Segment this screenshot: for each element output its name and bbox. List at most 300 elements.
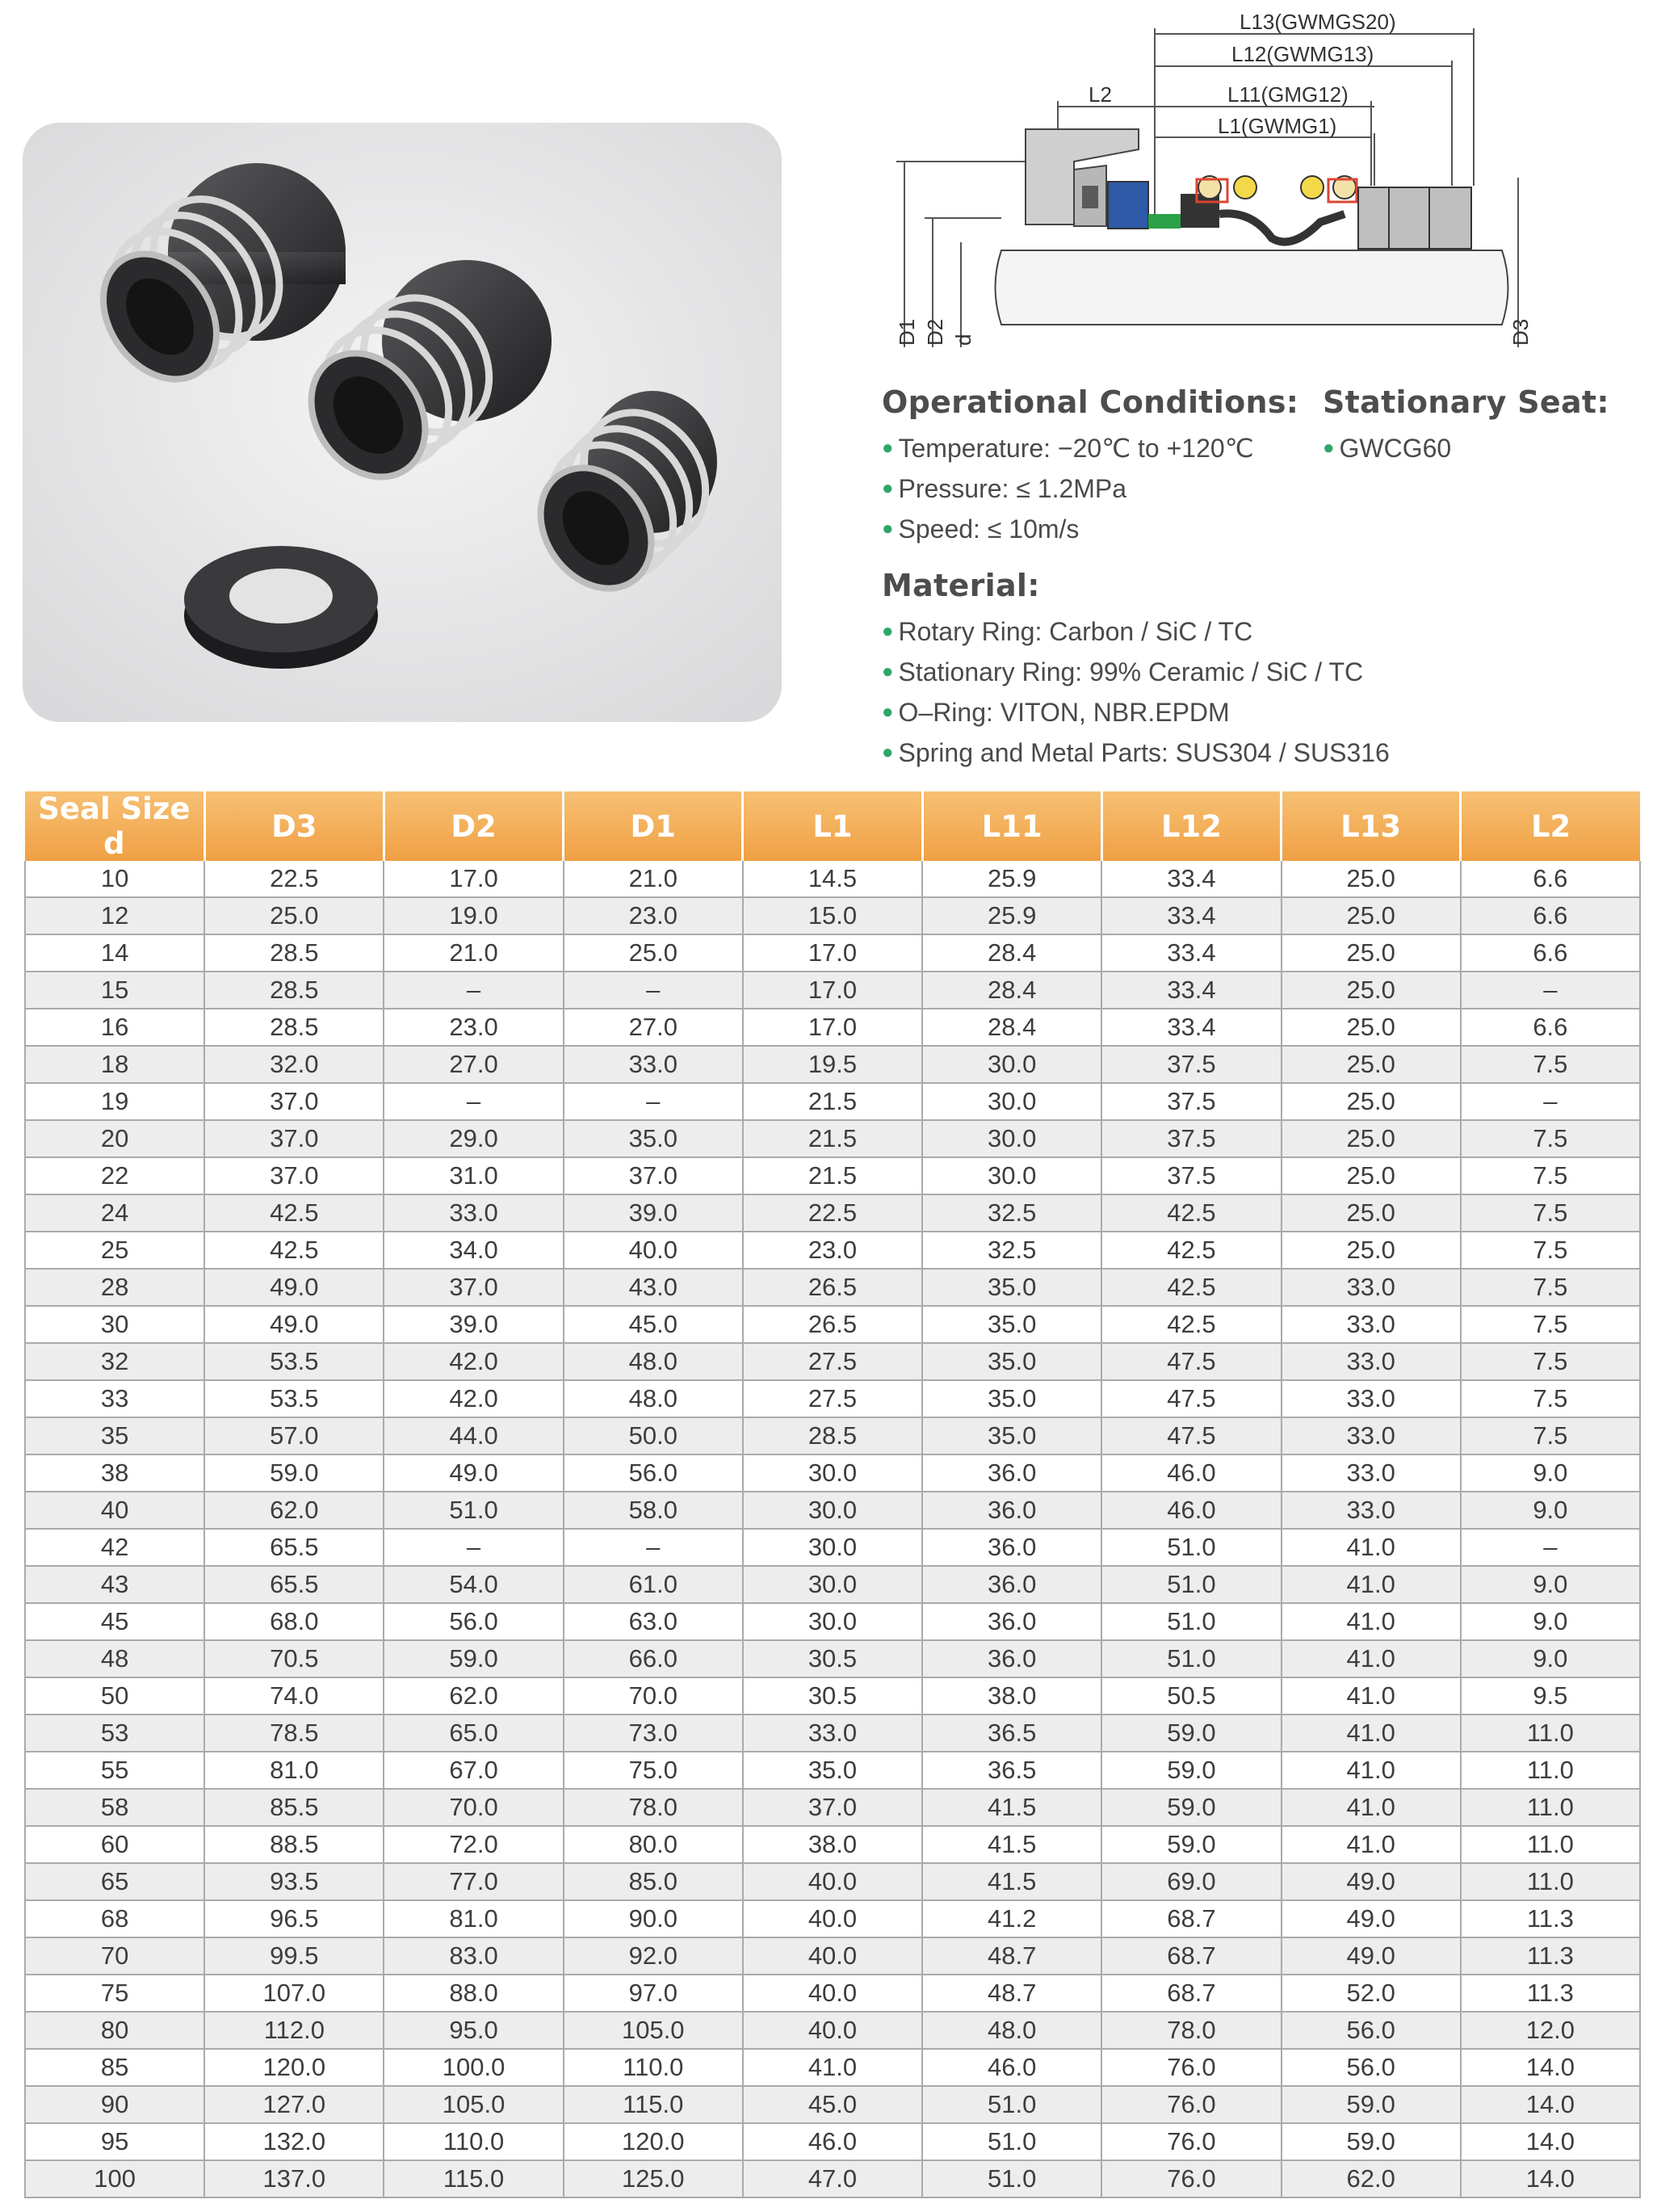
table-cell: 62.0	[1282, 2160, 1461, 2197]
table-cell: 36.5	[922, 1752, 1101, 1789]
table-cell: 53.5	[204, 1343, 384, 1380]
table-cell: 24	[25, 1194, 204, 1232]
stationary-seat	[1323, 384, 1609, 468]
table-row	[25, 861, 1640, 897]
table-cell: 51.0	[1101, 1529, 1281, 1566]
table-cell: 53	[25, 1715, 204, 1752]
table-row	[25, 1009, 1640, 1046]
table-cell: 85	[25, 2049, 204, 2086]
table-cell: 51.0	[1101, 1640, 1281, 1677]
table-cell: 66.0	[564, 1640, 743, 1677]
table-row	[25, 1269, 1640, 1306]
table-cell: 70.0	[384, 1789, 563, 1826]
table-cell: 105.0	[384, 2086, 563, 2123]
table-cell: 46.0	[922, 2049, 1101, 2086]
table-cell: 39.0	[384, 1306, 563, 1343]
table-cell: 11.0	[1461, 1863, 1640, 1900]
table-cell: 74.0	[204, 1677, 384, 1715]
table-cell: 33.4	[1101, 1009, 1281, 1046]
table-row	[25, 1492, 1640, 1529]
table-cell: 70.0	[564, 1677, 743, 1715]
table-cell: 25.0	[1282, 861, 1461, 897]
table-cell: 11.0	[1461, 1752, 1640, 1789]
table-cell: 32.5	[922, 1194, 1101, 1232]
table-cell: 27.0	[384, 1046, 563, 1083]
operational-item: ● Speed: ≤ 10m/s	[882, 514, 1080, 544]
table-cell: 28.4	[922, 934, 1101, 972]
table-cell: 14.0	[1461, 2160, 1640, 2197]
table-cell: 25.0	[204, 897, 384, 934]
seal-dimension-diagram	[872, 8, 1599, 363]
table-cell: –	[1461, 1083, 1640, 1120]
bullet-icon: ●	[882, 518, 894, 539]
table-cell: 92.0	[564, 1937, 743, 1975]
table-cell: 35.0	[922, 1417, 1101, 1454]
table-cell: 14.0	[1461, 2123, 1640, 2160]
table-cell: 51.0	[1101, 1566, 1281, 1603]
table-cell: 56.0	[1282, 2012, 1461, 2049]
table-cell: 21.0	[564, 861, 743, 897]
table-cell: 41.2	[922, 1900, 1101, 1937]
table-cell: 97.0	[564, 1975, 743, 2012]
table-cell: 30.0	[743, 1529, 922, 1566]
dim-label-l11: L11(GMG12)	[1227, 82, 1349, 107]
table-cell: 46.0	[743, 2123, 922, 2160]
table-cell: 37.5	[1101, 1120, 1281, 1157]
table-cell: 63.0	[564, 1603, 743, 1640]
table-cell: 11.3	[1461, 1937, 1640, 1975]
table-cell: 41.0	[743, 2049, 922, 2086]
table-cell: 30.0	[922, 1120, 1101, 1157]
table-cell: 17.0	[743, 934, 922, 972]
table-cell: 42.5	[204, 1194, 384, 1232]
stationary-list	[1323, 428, 1609, 468]
header-l13: L13	[1282, 791, 1461, 861]
table-cell: 35.0	[922, 1306, 1101, 1343]
table-cell: 75.0	[564, 1752, 743, 1789]
seat-ring-image	[184, 546, 378, 669]
table-cell: 14	[25, 934, 204, 972]
table-cell: 51.0	[922, 2160, 1101, 2197]
table-cell: 41.0	[1282, 1566, 1461, 1603]
table-cell: 59.0	[1282, 2123, 1461, 2160]
header-l2: L2	[1461, 791, 1640, 861]
table-cell: 37.5	[1101, 1157, 1281, 1194]
table-cell: 47.5	[1101, 1380, 1281, 1417]
table-cell: 72.0	[384, 1826, 563, 1863]
table-cell: –	[1461, 1529, 1640, 1566]
table-cell: 115.0	[564, 2086, 743, 2123]
table-cell: 36.5	[922, 1715, 1101, 1752]
table-cell: 36.0	[922, 1566, 1101, 1603]
table-cell: 110.0	[384, 2123, 563, 2160]
table-cell: 17.0	[384, 861, 563, 897]
table-cell: 70.5	[204, 1640, 384, 1677]
dim-label-d3: D3	[1508, 318, 1533, 346]
table-cell: 29.0	[384, 1120, 563, 1157]
table-cell: –	[564, 1083, 743, 1120]
table-cell: 40.0	[743, 1900, 922, 1937]
table-cell: 85.5	[204, 1789, 384, 1826]
table-cell: 38.0	[922, 1677, 1101, 1715]
table-cell: 37.0	[564, 1157, 743, 1194]
table-cell: 44.0	[384, 1417, 563, 1454]
table-cell: 48.7	[922, 1937, 1101, 1975]
table-cell: 39.0	[564, 1194, 743, 1232]
table-cell: 100	[25, 2160, 204, 2197]
table-cell: 7.5	[1461, 1120, 1640, 1157]
table-cell: 65.5	[204, 1566, 384, 1603]
table-cell: 52.0	[1282, 1975, 1461, 2012]
table-cell: 15.0	[743, 897, 922, 934]
table-cell: 47.5	[1101, 1343, 1281, 1380]
header-seal-size: Seal Size d	[25, 791, 204, 861]
table-row	[25, 1306, 1640, 1343]
table-cell: 53.5	[204, 1380, 384, 1417]
table-cell: 23.0	[743, 1232, 922, 1269]
table-cell: 50.0	[564, 1417, 743, 1454]
table-cell: 105.0	[564, 2012, 743, 2049]
dim-label-d: d	[951, 334, 975, 346]
table-cell: 36.0	[922, 1529, 1101, 1566]
table-cell: 21.5	[743, 1083, 922, 1120]
table-cell: 50.5	[1101, 1677, 1281, 1715]
material-item: ● Stationary Ring: 99% Ceramic / SiC / TC	[882, 657, 1364, 686]
dim-label-d2: D2	[923, 318, 947, 346]
table-row	[25, 1752, 1640, 1789]
table-cell: 14.0	[1461, 2049, 1640, 2086]
table-cell: 95	[25, 2123, 204, 2160]
table-cell: 41.0	[1282, 1677, 1461, 1715]
table-cell: 19.5	[743, 1046, 922, 1083]
table-cell: 28.5	[204, 1009, 384, 1046]
table-cell: 47.5	[1101, 1417, 1281, 1454]
table-cell: 28	[25, 1269, 204, 1306]
table-cell: 40.0	[743, 1863, 922, 1900]
table-cell: 25.9	[922, 897, 1101, 934]
table-cell: 56.0	[1282, 2049, 1461, 2086]
table-cell: 43	[25, 1566, 204, 1603]
table-cell: 67.0	[384, 1752, 563, 1789]
bullet-icon: ●	[882, 477, 894, 499]
table-cell: 9.0	[1461, 1492, 1640, 1529]
table-cell: 30	[25, 1306, 204, 1343]
table-cell: 21.5	[743, 1120, 922, 1157]
bullet-icon: ●	[882, 701, 894, 723]
table-cell: 49.0	[1282, 1900, 1461, 1937]
table-cell: 38.0	[743, 1826, 922, 1863]
table-cell: 132.0	[204, 2123, 384, 2160]
table-cell: 88.5	[204, 1826, 384, 1863]
table-cell: 9.5	[1461, 1677, 1640, 1715]
table-cell: 33.0	[1282, 1492, 1461, 1529]
table-cell: 78.0	[564, 1789, 743, 1826]
header-d3: D3	[204, 791, 384, 861]
table-cell: 19	[25, 1083, 204, 1120]
table-cell: 58	[25, 1789, 204, 1826]
table-row	[25, 2160, 1640, 2197]
table-cell: 65	[25, 1863, 204, 1900]
table-body	[25, 861, 1640, 2197]
table-cell: 25.0	[1282, 934, 1461, 972]
table-cell: 60	[25, 1826, 204, 1863]
dim-label-l1: L1(GWMG1)	[1218, 114, 1337, 138]
table-cell: 33.0	[1282, 1417, 1461, 1454]
table-cell: 41.5	[922, 1863, 1101, 1900]
table-row	[25, 2012, 1640, 2049]
table-cell: 41.0	[1282, 1640, 1461, 1677]
table-cell: 48.0	[564, 1343, 743, 1380]
table-cell: 40.0	[743, 2012, 922, 2049]
table-cell: 31.0	[384, 1157, 563, 1194]
table-cell: 55	[25, 1752, 204, 1789]
bullet-icon: ●	[1323, 437, 1335, 459]
table-cell: 9.0	[1461, 1640, 1640, 1677]
table-cell: 76.0	[1101, 2086, 1281, 2123]
table-cell: 12	[25, 897, 204, 934]
table-cell: 27.0	[564, 1009, 743, 1046]
material-item: ● Rotary Ring: Carbon / SiC / TC	[882, 617, 1253, 646]
table-row	[25, 1046, 1640, 1083]
table-cell: 42.5	[1101, 1269, 1281, 1306]
table-row	[25, 1157, 1640, 1194]
table-cell: 59.0	[1101, 1752, 1281, 1789]
table-cell: 112.0	[204, 2012, 384, 2049]
material-item: ● O–Ring: VITON, NBR.EPDM	[882, 698, 1230, 727]
table-cell: 42.0	[384, 1380, 563, 1417]
operational-list	[882, 428, 1298, 549]
table-cell: 36.0	[922, 1454, 1101, 1492]
table-cell: 120.0	[564, 2123, 743, 2160]
table-cell: 30.0	[922, 1046, 1101, 1083]
bullet-icon: ●	[882, 437, 894, 459]
table-cell: 11.0	[1461, 1715, 1640, 1752]
table-row	[25, 1417, 1640, 1454]
table-cell: 68.7	[1101, 1900, 1281, 1937]
table-row	[25, 934, 1640, 972]
table-cell: 17.0	[743, 972, 922, 1009]
table-cell: 58.0	[564, 1492, 743, 1529]
dim-label-l2: L2	[1089, 82, 1112, 107]
table-cell: 7.5	[1461, 1046, 1640, 1083]
table-cell: 33.0	[564, 1046, 743, 1083]
table-cell: 95.0	[384, 2012, 563, 2049]
bullet-icon: ●	[882, 620, 894, 642]
table-cell: 30.0	[743, 1603, 922, 1640]
table-cell: 127.0	[204, 2086, 384, 2123]
table-cell: 59.0	[1101, 1826, 1281, 1863]
table-cell: 36.0	[922, 1603, 1101, 1640]
table-row	[25, 972, 1640, 1009]
material-section	[882, 568, 1390, 773]
dim-label-l13: L13(GWMGS20)	[1240, 10, 1396, 34]
stationary-title: Stationary Seat:	[1323, 384, 1609, 420]
table-cell: 20	[25, 1120, 204, 1157]
table-cell: 25.0	[1282, 897, 1461, 934]
table-cell: 78.0	[1101, 2012, 1281, 2049]
table-row	[25, 2049, 1640, 2086]
table-cell: 42.5	[204, 1232, 384, 1269]
table-row	[25, 1826, 1640, 1863]
table-cell: 68.7	[1101, 1975, 1281, 2012]
table-cell: 90	[25, 2086, 204, 2123]
table-cell: 7.5	[1461, 1157, 1640, 1194]
header-d2: D2	[384, 791, 563, 861]
table-row	[25, 2086, 1640, 2123]
dim-label-d1: D1	[895, 318, 919, 346]
table-cell: 25	[25, 1232, 204, 1269]
table-cell: 34.0	[384, 1232, 563, 1269]
table-cell: 25.0	[1282, 1083, 1461, 1120]
table-cell: 25.0	[1282, 972, 1461, 1009]
operational-item: ● Temperature: −20℃ to +120℃	[882, 434, 1254, 463]
table-cell: 51.0	[922, 2123, 1101, 2160]
table-cell: 57.0	[204, 1417, 384, 1454]
table-row	[25, 1566, 1640, 1603]
table-cell: 59.0	[1101, 1789, 1281, 1826]
table-cell: 35	[25, 1417, 204, 1454]
product-photo	[23, 123, 782, 722]
table-row	[25, 1120, 1640, 1157]
table-cell: 27.5	[743, 1380, 922, 1417]
table-cell: 120.0	[204, 2049, 384, 2086]
table-cell: 59.0	[384, 1640, 563, 1677]
table-cell: 41.5	[922, 1826, 1101, 1863]
table-cell: 75	[25, 1975, 204, 2012]
table-cell: 35.0	[922, 1343, 1101, 1380]
operational-item: ● Pressure: ≤ 1.2MPa	[882, 474, 1127, 503]
table-cell: 18	[25, 1046, 204, 1083]
table-cell: 42	[25, 1529, 204, 1566]
table-cell: 85.0	[564, 1863, 743, 1900]
table-cell: 28.5	[204, 934, 384, 972]
table-cell: 23.0	[564, 897, 743, 934]
table-cell: 41.0	[1282, 1789, 1461, 1826]
table-cell: 61.0	[564, 1566, 743, 1603]
table-cell: 30.0	[743, 1454, 922, 1492]
table-cell: 68	[25, 1900, 204, 1937]
table-cell: 32.5	[922, 1232, 1101, 1269]
table-cell: 11.3	[1461, 1975, 1640, 2012]
table-row	[25, 1194, 1640, 1232]
table-cell: 38	[25, 1454, 204, 1492]
table-cell: 36.0	[922, 1492, 1101, 1529]
table-row	[25, 1677, 1640, 1715]
table-cell: 22	[25, 1157, 204, 1194]
table-cell: 12.0	[1461, 2012, 1640, 2049]
table-cell: 49.0	[204, 1269, 384, 1306]
table-cell: 33.0	[743, 1715, 922, 1752]
table-row	[25, 1454, 1640, 1492]
table-cell: –	[384, 1083, 563, 1120]
table-cell: 7.5	[1461, 1380, 1640, 1417]
table-cell: 11.0	[1461, 1789, 1640, 1826]
header-l12: L12	[1101, 791, 1281, 861]
table-cell: 90.0	[564, 1900, 743, 1937]
header-l1: L1	[743, 791, 922, 861]
table-cell: 49.0	[1282, 1937, 1461, 1975]
table-cell: 14.0	[1461, 2086, 1640, 2123]
stationary-item: ● GWCG60	[1323, 434, 1452, 463]
table-row	[25, 1789, 1640, 1826]
table-cell: 46.0	[1101, 1492, 1281, 1529]
table-cell: 40.0	[743, 1975, 922, 2012]
table-cell: 15	[25, 972, 204, 1009]
table-cell: 32	[25, 1343, 204, 1380]
table-cell: 35.0	[922, 1269, 1101, 1306]
table-cell: –	[564, 1529, 743, 1566]
table-cell: 30.0	[743, 1566, 922, 1603]
table-cell: 41.0	[1282, 1529, 1461, 1566]
table-cell: 45.0	[564, 1306, 743, 1343]
table-cell: 37.5	[1101, 1083, 1281, 1120]
table-cell: 33.4	[1101, 861, 1281, 897]
table-cell: 23.0	[384, 1009, 563, 1046]
table-cell: 37.0	[204, 1157, 384, 1194]
table-cell: 7.5	[1461, 1343, 1640, 1380]
material-title: Material:	[882, 568, 1040, 603]
table-cell: 26.5	[743, 1269, 922, 1306]
table-row	[25, 1937, 1640, 1975]
table-cell: 43.0	[564, 1269, 743, 1306]
table-cell: 40	[25, 1492, 204, 1529]
table-cell: 25.9	[922, 861, 1101, 897]
table-cell: 9.0	[1461, 1603, 1640, 1640]
header-l11: L11	[922, 791, 1101, 861]
table-cell: 33.0	[1282, 1454, 1461, 1492]
table-cell: 33	[25, 1380, 204, 1417]
table-cell: 9.0	[1461, 1454, 1640, 1492]
table-cell: 54.0	[384, 1566, 563, 1603]
table-cell: 14.5	[743, 861, 922, 897]
table-cell: 59.0	[1282, 2086, 1461, 2123]
table-cell: 77.0	[384, 1863, 563, 1900]
table-cell: 68.7	[1101, 1937, 1281, 1975]
table-cell: –	[384, 972, 563, 1009]
table-cell: 40.0	[564, 1232, 743, 1269]
table-cell: 7.5	[1461, 1306, 1640, 1343]
table-row	[25, 1380, 1640, 1417]
table-header-row	[25, 791, 1640, 861]
table-cell: 80	[25, 2012, 204, 2049]
table-cell: 7.5	[1461, 1194, 1640, 1232]
table-cell: 7.5	[1461, 1417, 1640, 1454]
table-cell: 32.0	[204, 1046, 384, 1083]
table-row	[25, 1232, 1640, 1269]
table-cell: 7.5	[1461, 1232, 1640, 1269]
table-row	[25, 2123, 1640, 2160]
table-row	[25, 1083, 1640, 1120]
table-cell: 100.0	[384, 2049, 563, 2086]
table-cell: 27.5	[743, 1343, 922, 1380]
table-cell: 45.0	[743, 2086, 922, 2123]
table-cell: 115.0	[384, 2160, 563, 2197]
table-cell: 41.5	[922, 1789, 1101, 1826]
table-cell: 59.0	[1101, 1715, 1281, 1752]
table-cell: 37.0	[384, 1269, 563, 1306]
table-cell: 30.0	[922, 1083, 1101, 1120]
table-cell: 48.0	[922, 2012, 1101, 2049]
bullet-icon: ●	[882, 741, 894, 763]
table-row	[25, 897, 1640, 934]
table-cell: 42.5	[1101, 1306, 1281, 1343]
table-cell: 47.0	[743, 2160, 922, 2197]
table-cell: 56.0	[564, 1454, 743, 1492]
dimension-table	[24, 791, 1641, 2198]
table-cell: 107.0	[204, 1975, 384, 2012]
table-cell: –	[564, 972, 743, 1009]
table-cell: 51.0	[922, 2086, 1101, 2123]
